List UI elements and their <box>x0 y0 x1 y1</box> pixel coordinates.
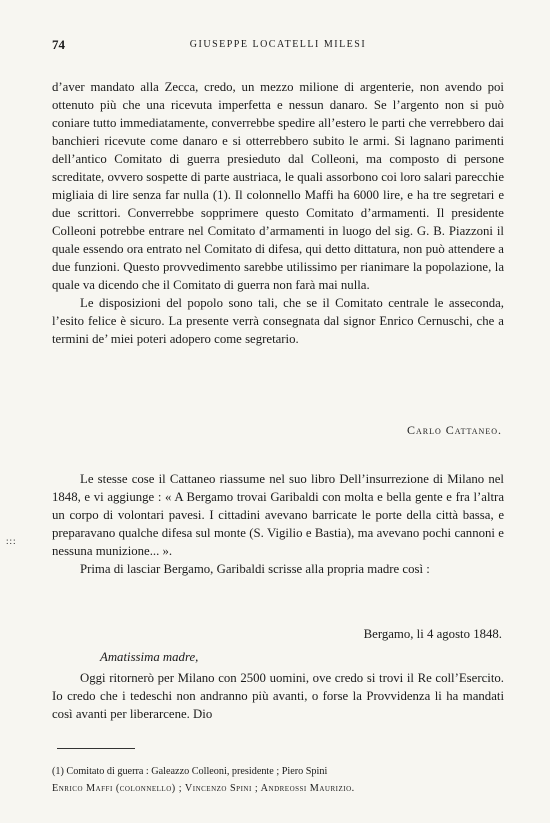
page-number: 74 <box>52 37 65 52</box>
letter-dateline: Bergamo, li 4 agosto 1848. <box>363 627 502 641</box>
commentary-paragraph: Le stesse cose il Cattaneo riassume nel suo libro Dell’insurrezione di Milano nel 1848, e vi aggiunge : « A Bergamo trovai Garibaldi con molta e bella gente e fra l’altra un corpo di volontari pavesi. I cittadini avevano barricate le porte della città bassa, e preparavano qualche difesa sul monte (S. Vigilio e Bastia), ma avevano pochi cannoni e nessuna munizione... ». <box>52 472 504 558</box>
running-head: GIUSEPPE LOCATELLI MILESI <box>189 39 367 50</box>
footnote <box>52 763 504 797</box>
letter-paragraph: d’aver mandato alla Zecca, credo, un mezzo milione di argenterie, non avendo poi ottenuto più che una ricevuta imperfetta e nessun danaro. Se l’argento non si può coniare tutto immediatamente, converrebbe spedire all’estero le parti che verrebbero dai banchieri ricevute come danaro e si otterrebbero subito le armi. Si lagnano parimenti dell’antico Comitato di guerra presieduto dal Colleoni, ma composto di persone screditate, ovvero sospette di parte austriaca, le quali assorbono coi loro salari parecchie migliaia di lire senza far nulla (1). Il colonnello Maffi ha 6000 lire, e ha tre segretari e due scrittori. Converrebbe sopprimere questo Comitato d’armamenti. Il presidente Colleoni potrebbe entrare nel Comitato d’armamenti in luogo del sig. G. B. Piazzoni il quale essendo ora entrato nel Comitato di difesa, qui detto dittatura, non può attendere a due funzioni. Questo provvedimento sarebbe utilissimo per rianimare la popolazione, la quale va dicendo che il Comitato di guerra non farà mai nulla. <box>52 80 504 292</box>
commentary <box>52 470 504 578</box>
letter-paragraph: Le disposizioni del popolo sono tali, che se il Comitato centrale le asseconda, l’esito felice è sicuro. La presente verrà consegnata dal signor Enrico Cernuschi, che a termini de’ miei poteri adopero come segretario. <box>52 296 504 346</box>
letter-salutation: Amatissima madre, <box>100 650 199 664</box>
footnote-divider <box>57 748 135 749</box>
commentary-paragraph: Prima di lasciar Bergamo, Garibaldi scrisse alla propria madre così : <box>80 562 430 576</box>
footnote-line: (1) Comitato di guerra : Galeazzo Colleoni, presidente ; Piero Spini <box>52 766 328 777</box>
margin-mark: ::: <box>6 536 17 546</box>
page-header <box>52 37 504 55</box>
footnote-line: Enrico Maffi (colonnello) ; Vincenzo Spini ; Andreossi Maurizio. <box>52 783 355 794</box>
garibaldi-letter-body: Oggi ritornerò per Milano con 2500 uomini, ove credo si trovi il Re coll’Esercito. Io credo che i tedeschi non andranno più avanti, o forse la Provvidenza li ha mandati così avanti per liberarcene. Dio <box>52 671 504 721</box>
signature: Carlo Cattaneo. <box>406 423 502 437</box>
letter-body <box>52 78 504 348</box>
